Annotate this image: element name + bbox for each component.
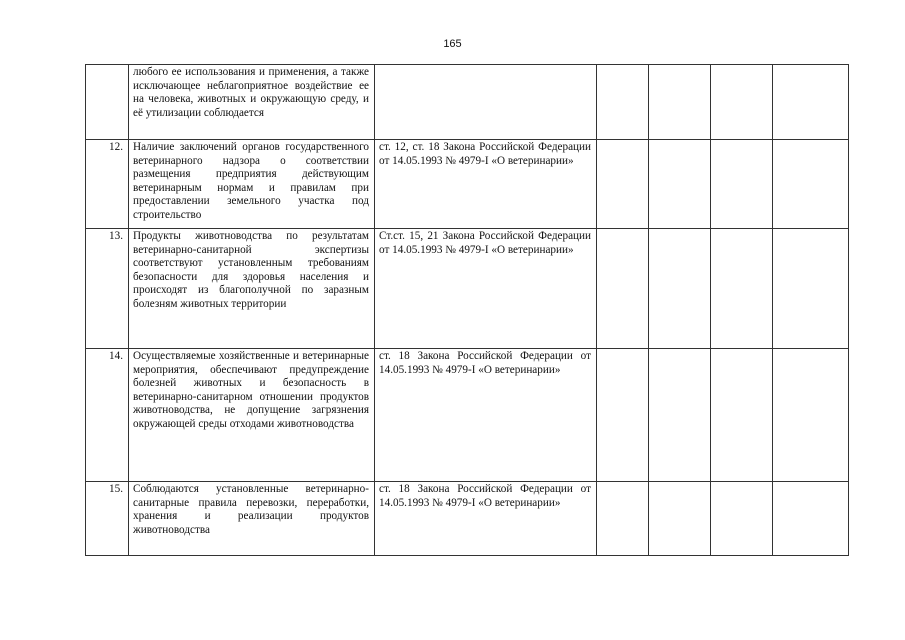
checklist-table bbox=[85, 64, 849, 556]
empty-cell bbox=[597, 482, 649, 556]
empty-cell bbox=[649, 65, 711, 140]
legal-reference-cell: ст. 18 Закона Российской Федерации от 14.05.1993 № 4979-I «О ветеринарии» bbox=[375, 482, 597, 556]
empty-cell bbox=[773, 65, 849, 140]
requirement-cell: Продукты животноводства по результатам ветеринарно-санитарной экспертизы соответствуют установленным требованиям безопасности для здоровья населения и происходят из благополучной по заразным болезням животных территории bbox=[129, 229, 375, 349]
requirement-cell: Соблюдаются установленные ветеринарно-санитарные правила перевозки, переработки, хранения и реализации продуктов животноводства bbox=[129, 482, 375, 556]
row-number: 12. bbox=[86, 140, 129, 229]
empty-cell bbox=[597, 349, 649, 482]
empty-cell bbox=[597, 65, 649, 140]
empty-cell bbox=[649, 140, 711, 229]
legal-reference-cell: Ст.ст. 15, 21 Закона Российской Федерации от 14.05.1993 № 4979-I «О ветеринарии» bbox=[375, 229, 597, 349]
empty-cell bbox=[597, 229, 649, 349]
empty-cell bbox=[711, 349, 773, 482]
empty-cell bbox=[711, 482, 773, 556]
empty-cell bbox=[649, 349, 711, 482]
table-row bbox=[86, 229, 849, 349]
empty-cell bbox=[711, 140, 773, 229]
empty-cell bbox=[711, 229, 773, 349]
page-number: 165 bbox=[443, 38, 462, 50]
legal-reference-cell: ст. 12, ст. 18 Закона Российской Федерации от 14.05.1993 № 4979-I «О ветеринарии» bbox=[375, 140, 597, 229]
empty-cell bbox=[597, 140, 649, 229]
legal-reference-cell bbox=[375, 65, 597, 140]
row-number: 14. bbox=[86, 349, 129, 482]
table-row bbox=[86, 482, 849, 556]
requirement-cell: Наличие заключений органов государственного ветеринарного надзора о соответствии размещения предприятия действующим ветеринарным нормам и правилам при предоставлении земельного участка под строительство bbox=[129, 140, 375, 229]
table-row bbox=[86, 65, 849, 140]
empty-cell bbox=[773, 140, 849, 229]
row-number: 13. bbox=[86, 229, 129, 349]
empty-cell bbox=[649, 229, 711, 349]
row-number bbox=[86, 65, 129, 140]
empty-cell bbox=[711, 65, 773, 140]
table-row bbox=[86, 140, 849, 229]
empty-cell bbox=[649, 482, 711, 556]
row-number: 15. bbox=[86, 482, 129, 556]
table-row bbox=[86, 349, 849, 482]
empty-cell bbox=[773, 482, 849, 556]
legal-reference-cell: ст. 18 Закона Российской Федерации от 14.05.1993 № 4979-I «О ветеринарии» bbox=[375, 349, 597, 482]
empty-cell bbox=[773, 349, 849, 482]
empty-cell bbox=[773, 229, 849, 349]
requirement-cell: любого ее использования и применения, а также исключающее неблагоприятное воздействие ее на человека, животных и окружающую среду, и её утилизации соблюдается bbox=[129, 65, 375, 140]
requirement-cell: Осуществляемые хозяйственные и ветеринарные мероприятия, обеспечивают предупреждение болезней животных и безопасность в ветеринарно-санитарном отношении продуктов животноводства, не допущение загрязнения окружающей среды отходами животноводства bbox=[129, 349, 375, 482]
